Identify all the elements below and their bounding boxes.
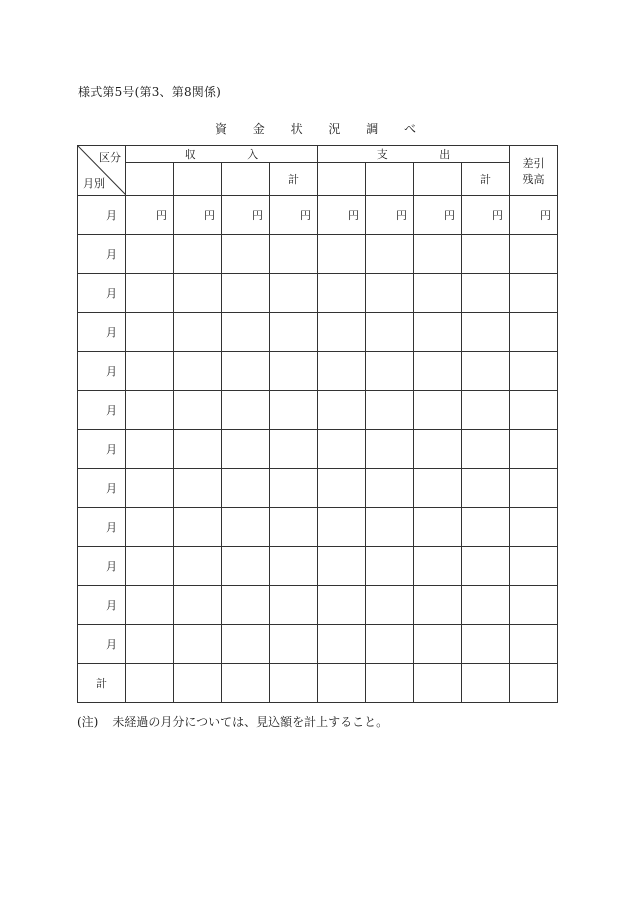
data-cell[interactable]	[462, 547, 510, 586]
data-cell[interactable]	[222, 235, 270, 274]
data-cell[interactable]	[318, 313, 366, 352]
data-cell[interactable]	[270, 235, 318, 274]
data-cell[interactable]	[366, 235, 414, 274]
total-row	[78, 664, 558, 703]
data-cell[interactable]	[462, 664, 510, 703]
document-title: 資 金 状 況 調 べ	[214, 122, 428, 136]
data-cell[interactable]	[174, 664, 222, 703]
data-cell[interactable]	[270, 274, 318, 313]
data-cell[interactable]	[414, 391, 462, 430]
data-cell[interactable]	[318, 235, 366, 274]
data-cell[interactable]	[174, 586, 222, 625]
expense-col-1	[318, 163, 366, 196]
data-cell[interactable]	[174, 625, 222, 664]
balance-header-line2: 残高	[522, 172, 545, 186]
data-cell[interactable]	[366, 586, 414, 625]
data-cell[interactable]	[366, 547, 414, 586]
data-cell[interactable]	[462, 352, 510, 391]
data-cell[interactable]	[366, 352, 414, 391]
data-cell[interactable]	[366, 664, 414, 703]
month-label: 月	[78, 313, 126, 352]
data-cell[interactable]	[126, 547, 174, 586]
month-label: 月	[78, 508, 126, 547]
data-cell[interactable]	[510, 664, 558, 703]
table-row	[78, 235, 558, 274]
yen-unit: 円	[126, 196, 174, 235]
data-cell[interactable]	[174, 508, 222, 547]
data-cell[interactable]	[126, 391, 174, 430]
data-cell[interactable]	[222, 469, 270, 508]
month-label: 月	[78, 274, 126, 313]
yen-unit: 円	[366, 196, 414, 235]
data-cell[interactable]	[414, 625, 462, 664]
data-cell[interactable]	[222, 547, 270, 586]
data-cell[interactable]	[126, 274, 174, 313]
yen-unit: 円	[270, 196, 318, 235]
data-cell[interactable]	[414, 430, 462, 469]
data-cell[interactable]	[462, 274, 510, 313]
month-label: 月	[78, 352, 126, 391]
data-cell[interactable]	[174, 274, 222, 313]
data-cell[interactable]	[510, 235, 558, 274]
yen-unit: 円	[318, 196, 366, 235]
data-cell[interactable]	[462, 313, 510, 352]
income-col-2	[174, 163, 222, 196]
data-cell[interactable]	[462, 586, 510, 625]
income-col-3	[222, 163, 270, 196]
data-cell[interactable]	[126, 235, 174, 274]
data-cell[interactable]	[126, 469, 174, 508]
data-cell[interactable]	[174, 235, 222, 274]
table-row	[78, 430, 558, 469]
funds-status-table	[77, 145, 558, 703]
data-cell[interactable]	[510, 547, 558, 586]
data-cell[interactable]	[222, 352, 270, 391]
income-subtotal-header: 計	[270, 163, 318, 196]
data-cell[interactable]	[462, 469, 510, 508]
table-row	[78, 274, 558, 313]
expense-header: 支 出	[318, 146, 510, 163]
data-cell[interactable]	[270, 391, 318, 430]
data-cell[interactable]	[222, 391, 270, 430]
data-cell[interactable]	[126, 508, 174, 547]
data-cell[interactable]	[270, 625, 318, 664]
data-cell[interactable]	[318, 274, 366, 313]
table-row	[78, 625, 558, 664]
data-cell[interactable]	[414, 352, 462, 391]
monthly-label: 月別	[83, 177, 105, 190]
corner-header-cell	[78, 146, 126, 196]
yen-unit: 円	[222, 196, 270, 235]
data-cell[interactable]	[222, 313, 270, 352]
yen-unit: 円	[414, 196, 462, 235]
data-cell[interactable]	[510, 625, 558, 664]
table-row	[78, 196, 558, 235]
balance-header	[510, 146, 558, 196]
data-cell[interactable]	[462, 625, 510, 664]
month-label: 月	[78, 391, 126, 430]
data-cell[interactable]	[510, 352, 558, 391]
data-cell[interactable]	[270, 508, 318, 547]
form-number: 様式第5号(第3、第8関係)	[78, 85, 222, 99]
table-row	[78, 547, 558, 586]
data-cell[interactable]	[318, 664, 366, 703]
table-row	[78, 352, 558, 391]
data-cell[interactable]	[366, 391, 414, 430]
data-cell[interactable]	[366, 274, 414, 313]
table-row	[78, 508, 558, 547]
expense-subtotal-header: 計	[462, 163, 510, 196]
data-cell[interactable]	[414, 547, 462, 586]
table-row	[78, 313, 558, 352]
data-cell[interactable]	[270, 313, 318, 352]
balance-header-line1: 差引	[522, 156, 545, 170]
data-cell[interactable]	[270, 586, 318, 625]
month-label: 月	[78, 430, 126, 469]
data-cell[interactable]	[414, 274, 462, 313]
data-cell[interactable]	[126, 625, 174, 664]
data-cell[interactable]	[222, 625, 270, 664]
data-cell[interactable]	[510, 586, 558, 625]
data-cell[interactable]	[318, 430, 366, 469]
data-cell[interactable]	[126, 430, 174, 469]
data-cell[interactable]	[510, 274, 558, 313]
data-cell[interactable]	[174, 430, 222, 469]
month-label: 月	[78, 196, 126, 235]
data-cell[interactable]	[270, 469, 318, 508]
month-label: 月	[78, 586, 126, 625]
month-label: 月	[78, 469, 126, 508]
data-cell[interactable]	[174, 313, 222, 352]
month-label: 月	[78, 235, 126, 274]
data-cell[interactable]	[462, 235, 510, 274]
data-cell[interactable]	[414, 586, 462, 625]
data-cell[interactable]	[510, 391, 558, 430]
data-cell[interactable]	[366, 313, 414, 352]
category-label: 区分	[99, 151, 121, 164]
data-cell[interactable]	[174, 547, 222, 586]
data-cell[interactable]	[462, 430, 510, 469]
data-cell[interactable]	[414, 469, 462, 508]
data-cell[interactable]	[510, 430, 558, 469]
data-cell[interactable]	[126, 313, 174, 352]
data-cell[interactable]	[414, 235, 462, 274]
data-cell[interactable]	[318, 391, 366, 430]
table-row	[78, 391, 558, 430]
data-cell[interactable]	[462, 391, 510, 430]
total-label: 計	[78, 664, 126, 703]
data-cell[interactable]	[366, 508, 414, 547]
data-cell[interactable]	[462, 508, 510, 547]
data-cell[interactable]	[510, 313, 558, 352]
data-cell[interactable]	[126, 586, 174, 625]
data-cell[interactable]	[270, 352, 318, 391]
table-row	[78, 469, 558, 508]
expense-col-2	[366, 163, 414, 196]
data-cell[interactable]	[318, 352, 366, 391]
income-header: 収 入	[126, 146, 318, 163]
data-cell[interactable]	[318, 547, 366, 586]
data-cell[interactable]	[270, 664, 318, 703]
data-cell[interactable]	[414, 664, 462, 703]
data-cell[interactable]	[174, 469, 222, 508]
data-cell[interactable]	[414, 313, 462, 352]
data-cell[interactable]	[174, 352, 222, 391]
data-cell[interactable]	[366, 430, 414, 469]
data-cell[interactable]	[366, 469, 414, 508]
yen-unit: 円	[510, 196, 558, 235]
income-col-1	[126, 163, 174, 196]
data-cell[interactable]	[318, 625, 366, 664]
data-cell[interactable]	[510, 469, 558, 508]
data-cell[interactable]	[222, 664, 270, 703]
data-cell[interactable]	[222, 586, 270, 625]
data-cell[interactable]	[318, 469, 366, 508]
data-cell[interactable]	[510, 508, 558, 547]
yen-unit: 円	[462, 196, 510, 235]
month-label: 月	[78, 625, 126, 664]
footnote	[77, 713, 388, 730]
expense-col-3	[414, 163, 462, 196]
note-tag: (注)	[77, 715, 99, 729]
note-text: 未経過の月分については、見込額を計上すること。	[112, 715, 389, 729]
data-cell[interactable]	[222, 508, 270, 547]
data-cell[interactable]	[366, 625, 414, 664]
month-label: 月	[78, 547, 126, 586]
data-cell[interactable]	[270, 547, 318, 586]
data-cell[interactable]	[174, 391, 222, 430]
yen-unit: 円	[174, 196, 222, 235]
data-cell[interactable]	[318, 586, 366, 625]
data-cell[interactable]	[318, 508, 366, 547]
data-cell[interactable]	[222, 274, 270, 313]
data-cell[interactable]	[126, 352, 174, 391]
data-cell[interactable]	[414, 508, 462, 547]
data-cell[interactable]	[126, 664, 174, 703]
data-cell[interactable]	[222, 430, 270, 469]
data-cell[interactable]	[270, 430, 318, 469]
table-row	[78, 586, 558, 625]
